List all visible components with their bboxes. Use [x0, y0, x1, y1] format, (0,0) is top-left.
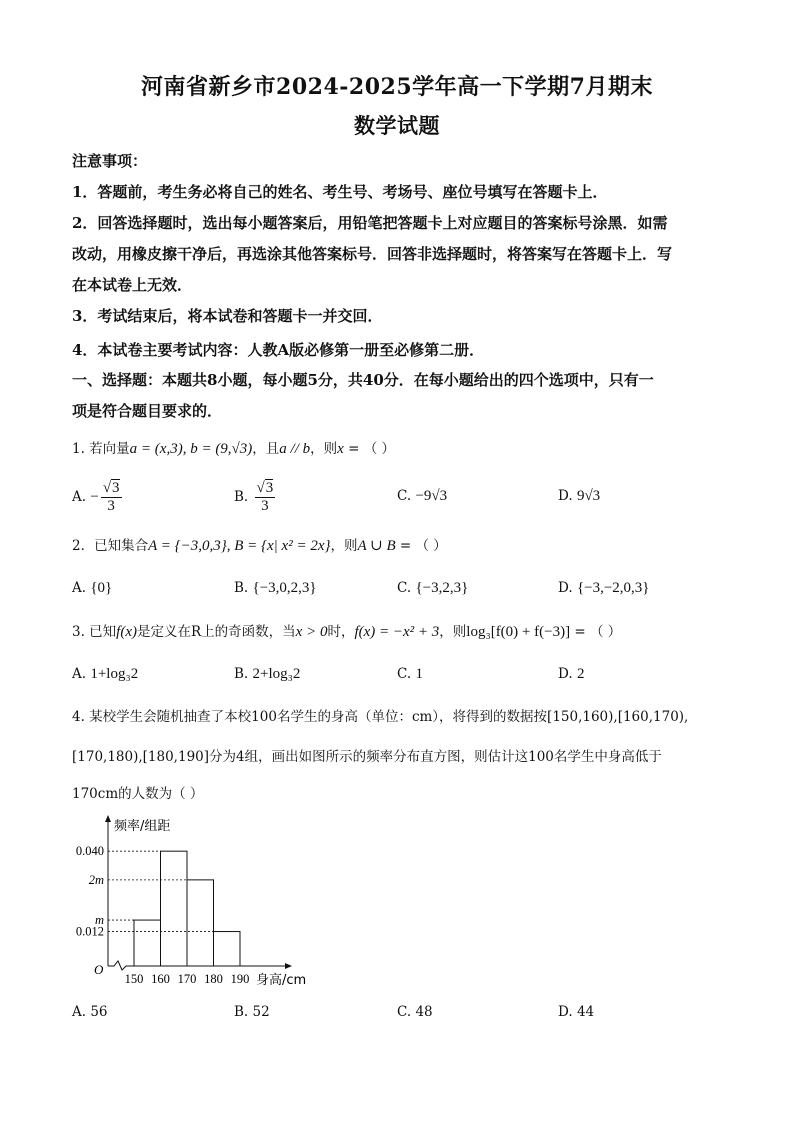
note-item: 3．考试结束后，将本试卷和答题卡一并交回． — [72, 307, 383, 325]
question-2-stem: 2．已知集合A = {−3,0,3}, B = {x| x² = 2x}，则A ∪ B = （ ） — [72, 538, 447, 554]
q1-option-d: D. 9√3 — [558, 488, 601, 504]
histogram-bar — [214, 932, 241, 966]
origin-label: O — [94, 962, 104, 977]
section-heading-cont: 项是符合题目要求的． — [72, 402, 223, 420]
q4-option-b: B. 52 — [234, 1004, 270, 1020]
y-tick-label: 0.040 — [75, 844, 104, 859]
y-tick-label: 2m — [88, 872, 104, 887]
q4-option-d: D. 44 — [558, 1004, 595, 1020]
question-4-stem-line3: 170cm的人数为（ ） — [72, 786, 204, 802]
x-tick-label: 190 — [230, 972, 250, 986]
y-tick-label: m — [94, 913, 104, 928]
histogram-bar — [187, 880, 214, 966]
q1-option-a: A. − $\frac{√3}{3}$ — [72, 480, 120, 514]
q2-option-c: C. {−3,2,3} — [397, 580, 469, 596]
x-tick-label: 150 — [124, 972, 144, 986]
q3-option-d: D. 2 — [558, 666, 585, 682]
q4-option-c: C. 48 — [397, 1004, 433, 1020]
histogram-bar — [134, 920, 161, 966]
q1-option-c: C. −9√3 — [397, 488, 448, 504]
q2-sets: A = {−3,0,3}, B = {x| x² = 2x} — [148, 538, 331, 554]
page-title: 河南省新乡市2024-2025学年高一下学期7月期末 — [141, 74, 653, 100]
x-tick-label: 180 — [204, 972, 223, 986]
note-item: 在本试卷上无效． — [72, 276, 193, 294]
q2-union: A ∪ B — [357, 538, 396, 554]
note-item: 2．回答选择题时，选出每小题答案后，用铅笔把答题卡上对应题目的答案标号涂黑．如需 — [72, 214, 668, 232]
q4-option-a: A. 56 — [72, 1004, 108, 1020]
x-tick-label: 160 — [151, 972, 170, 986]
q1-vectors: a = (x,3), b = (9,√3) — [129, 441, 253, 457]
note-item: 4．本试卷主要考试内容：人教A版必修第一册至必修第二册． — [72, 341, 485, 359]
section-heading: 一、选择题：本题共8小题，每小题5分，共40分．在每小题给出的四个选项中，只有一 — [72, 371, 654, 389]
y-tick-label: 0.012 — [75, 924, 104, 939]
q2-option-d: D. {−3,−2,0,3} — [558, 580, 650, 596]
q1-option-b: B. $\frac{√3}{3}$ — [234, 480, 274, 514]
notes-heading: 注意事项： — [72, 152, 148, 170]
histogram-bar — [161, 851, 188, 966]
question-4-stem-line1: 4. 某校学生会随机抽查了本校100名学生的身高（单位：cm），将得到的数据按[150,160),[160,170), — [72, 709, 689, 725]
q1-parallel: a // b — [279, 441, 311, 457]
note-item: 改动，用橡皮擦干净后，再选涂其他答案标号．回答非选择题时，将答案写在答题卡上．写 — [72, 245, 673, 263]
q2-option-a: A. {0} — [72, 580, 113, 596]
q3-option-b: B. 2+log₃2 — [234, 666, 301, 682]
histogram-chart — [74, 812, 344, 992]
note-item: 1．答题前，考生务必将自己的姓名、考生号、考场号、座位号填写在答题卡上． — [72, 183, 608, 201]
y-axis-label: 频率/组距 — [114, 819, 171, 834]
q3-option-a: A. 1+log₃2 — [72, 666, 139, 682]
q3-option-c: C. 1 — [397, 666, 423, 682]
page-subtitle: 数学试题 — [354, 113, 440, 138]
x-axis-label: 身高/cm — [256, 973, 307, 988]
question-4-stem-line2: [170,180),[180,190]分为4组，画出如图所示的频率分布直方图，则估计这100名学生中身高低于 — [72, 749, 662, 765]
x-tick-label: 170 — [177, 972, 197, 986]
question-1-stem: 1. 若向量a = (x,3), b = (9,√3)，且a // b，则x = （ ） — [72, 441, 395, 457]
q2-option-b: B. {−3,0,2,3} — [234, 580, 317, 596]
question-3-stem: 3. 已知f(x)是定义在R上的奇函数，当x > 0时，f(x) = −x² + 3，则log₃[f(0) + f(−3)] = （ ） — [72, 624, 622, 640]
